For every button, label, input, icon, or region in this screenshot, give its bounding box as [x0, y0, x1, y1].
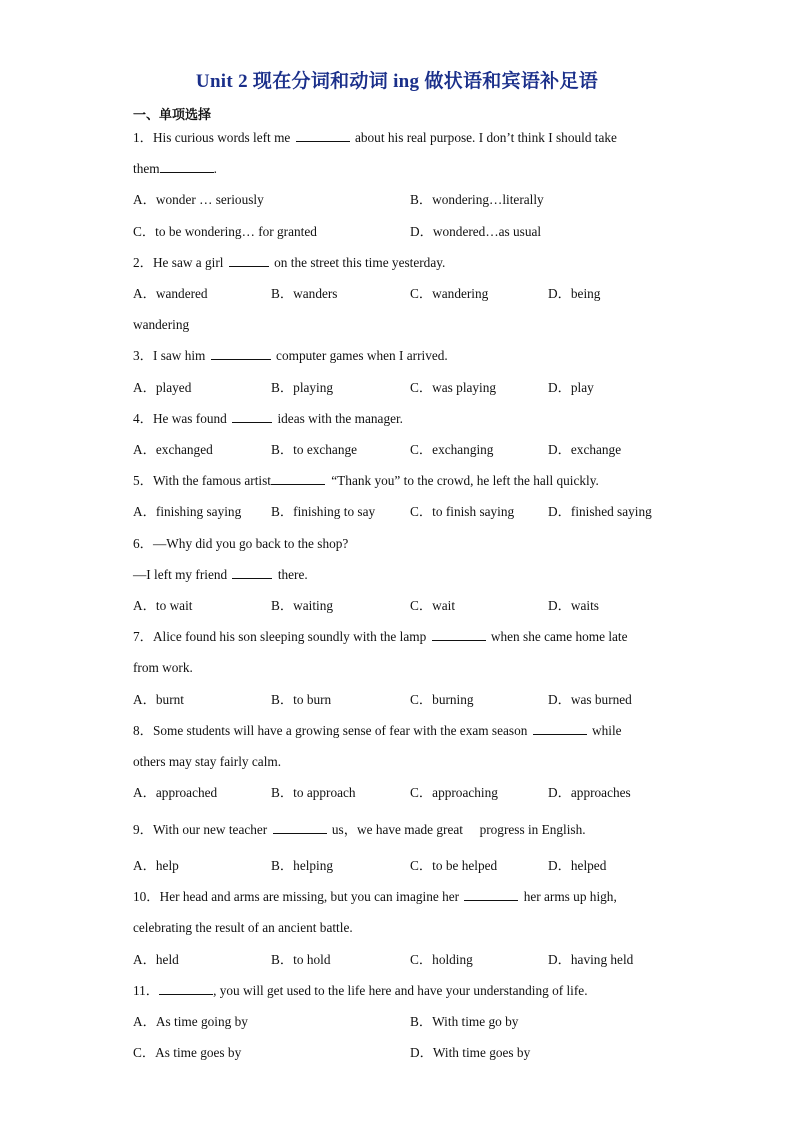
question-text: —I left my friend — [133, 567, 228, 582]
option-c: C．was playing — [410, 380, 497, 395]
option-a: A．held — [133, 952, 179, 967]
question-2-stem — [133, 254, 445, 272]
question-8-stem-cont: others may stay fairly calm. — [133, 754, 282, 769]
question-text: them — [133, 161, 160, 176]
option-d: D．approaches — [548, 785, 631, 800]
option-c: C．burning — [410, 692, 474, 707]
option-b: B．wondering…literally — [410, 192, 544, 207]
section-heading: 一、单项选择 — [133, 108, 212, 123]
option-c: C．exchanging — [410, 442, 494, 457]
option-b: B．to hold — [271, 952, 331, 967]
answer-blank — [160, 160, 214, 173]
question-text: ideas with the manager. — [277, 411, 404, 426]
question-6-stem: 6．—Why did you go back to the shop? — [133, 536, 349, 551]
question-6-stem-cont — [133, 566, 308, 584]
option-d: D．waits — [548, 598, 599, 613]
question-7-stem — [133, 628, 628, 646]
question-text: when she came home late — [490, 629, 628, 644]
option-c: C．to finish saying — [410, 504, 515, 519]
option-a: A．to wait — [133, 598, 193, 613]
page-title: Unit 2 现在分词和动词 ing 做状语和宾语补足语 — [195, 71, 599, 92]
option-c: C．As time goes by — [133, 1045, 242, 1060]
option-d: D．finished saying — [548, 504, 652, 519]
question-text: while — [592, 723, 622, 738]
question-text: 4．He was found — [133, 411, 227, 426]
option-c: C．holding — [410, 952, 473, 967]
question-10-stem — [133, 888, 617, 906]
answer-blank — [533, 722, 587, 735]
question-text: “Thank you” to the crowd, he left the hall quickly. — [331, 473, 599, 488]
option-d: D．exchange — [548, 442, 622, 457]
question-text: 9．With our new teacher — [133, 822, 268, 837]
question-text: 5．With the famous artist — [133, 473, 271, 488]
option-b: B．to exchange — [271, 442, 358, 457]
option-c: C．to be wondering… for granted — [133, 224, 317, 239]
answer-blank — [271, 472, 325, 485]
question-8-stem — [133, 722, 622, 740]
question-text: 2．He saw a girl — [133, 255, 224, 270]
option-d: D．was burned — [548, 692, 632, 707]
question-1-stem-cont — [133, 160, 217, 178]
question-text: , you will get used to the life here and have your understanding of life. — [213, 983, 588, 998]
answer-blank — [232, 566, 272, 579]
option-d: D．helped — [548, 858, 607, 873]
answer-blank — [273, 821, 327, 834]
answer-blank — [432, 628, 486, 641]
option-a: A．wonder … seriously — [133, 192, 264, 207]
question-text: 3．I saw him — [133, 348, 206, 363]
option-b: B．With time go by — [410, 1014, 519, 1029]
question-9-stem — [133, 821, 586, 839]
question-10-stem-cont: celebrating the result of an ancient battle. — [133, 920, 353, 935]
option-d: D．having held — [548, 952, 634, 967]
option-b: B．waiting — [271, 598, 334, 613]
answer-blank — [464, 888, 518, 901]
question-text: 10．Her head and arms are missing, but you can imagine her — [133, 889, 460, 904]
question-7-stem-cont: from work. — [133, 660, 193, 675]
question-text: 7．Alice found his son sleeping soundly with the lamp — [133, 629, 427, 644]
question-text: there. — [277, 567, 308, 582]
option-a: A．finishing saying — [133, 504, 242, 519]
answer-blank — [229, 254, 269, 267]
question-text: 8．Some students will have a growing sense of fear with the exam season — [133, 723, 528, 738]
option-d: D．being — [548, 286, 601, 301]
question-text: on the street this time yesterday. — [274, 255, 446, 270]
option-d: D．play — [548, 380, 594, 395]
question-3-stem — [133, 347, 448, 365]
option-c: C．wandering — [410, 286, 489, 301]
question-text: computer games when I arrived. — [276, 348, 448, 363]
option-a: A．played — [133, 380, 192, 395]
question-text: 1．His curious words left me — [133, 130, 291, 145]
option-b: B．playing — [271, 380, 334, 395]
answer-blank — [159, 982, 213, 995]
question-text: . — [213, 161, 217, 176]
option-a: A．exchanged — [133, 442, 213, 457]
question-5-stem — [133, 472, 599, 490]
option-d: D．With time goes by — [410, 1045, 531, 1060]
option-b: B．helping — [271, 858, 334, 873]
question-text: her arms up high, — [523, 889, 617, 904]
option-a: A．burnt — [133, 692, 184, 707]
question-4-stem — [133, 410, 403, 428]
option-c: C．to be helped — [410, 858, 498, 873]
question-text: us，we have made great progress in English. — [331, 822, 586, 837]
question-text: about his real purpose. I don’t think I should take — [354, 130, 617, 145]
option-b: B．to burn — [271, 692, 332, 707]
option-a: A．wandered — [133, 286, 208, 301]
option-a: A．As time going by — [133, 1014, 248, 1029]
option-c: C．wait — [410, 598, 456, 613]
question-1-stem — [133, 129, 617, 147]
question-text: 11． — [133, 983, 160, 998]
answer-blank — [211, 347, 271, 360]
option-b: B．finishing to say — [271, 504, 376, 519]
option-b: B．wanders — [271, 286, 338, 301]
option-d: D．wondered…as usual — [410, 224, 542, 239]
option-a: A．approached — [133, 785, 218, 800]
question-11-stem — [133, 982, 588, 1000]
option-b: B．to approach — [271, 785, 356, 800]
option-a: A．help — [133, 858, 179, 873]
answer-blank — [232, 410, 272, 423]
option-c: C．approaching — [410, 785, 498, 800]
answer-blank — [296, 129, 350, 142]
option-d-cont: wandering — [133, 317, 190, 332]
